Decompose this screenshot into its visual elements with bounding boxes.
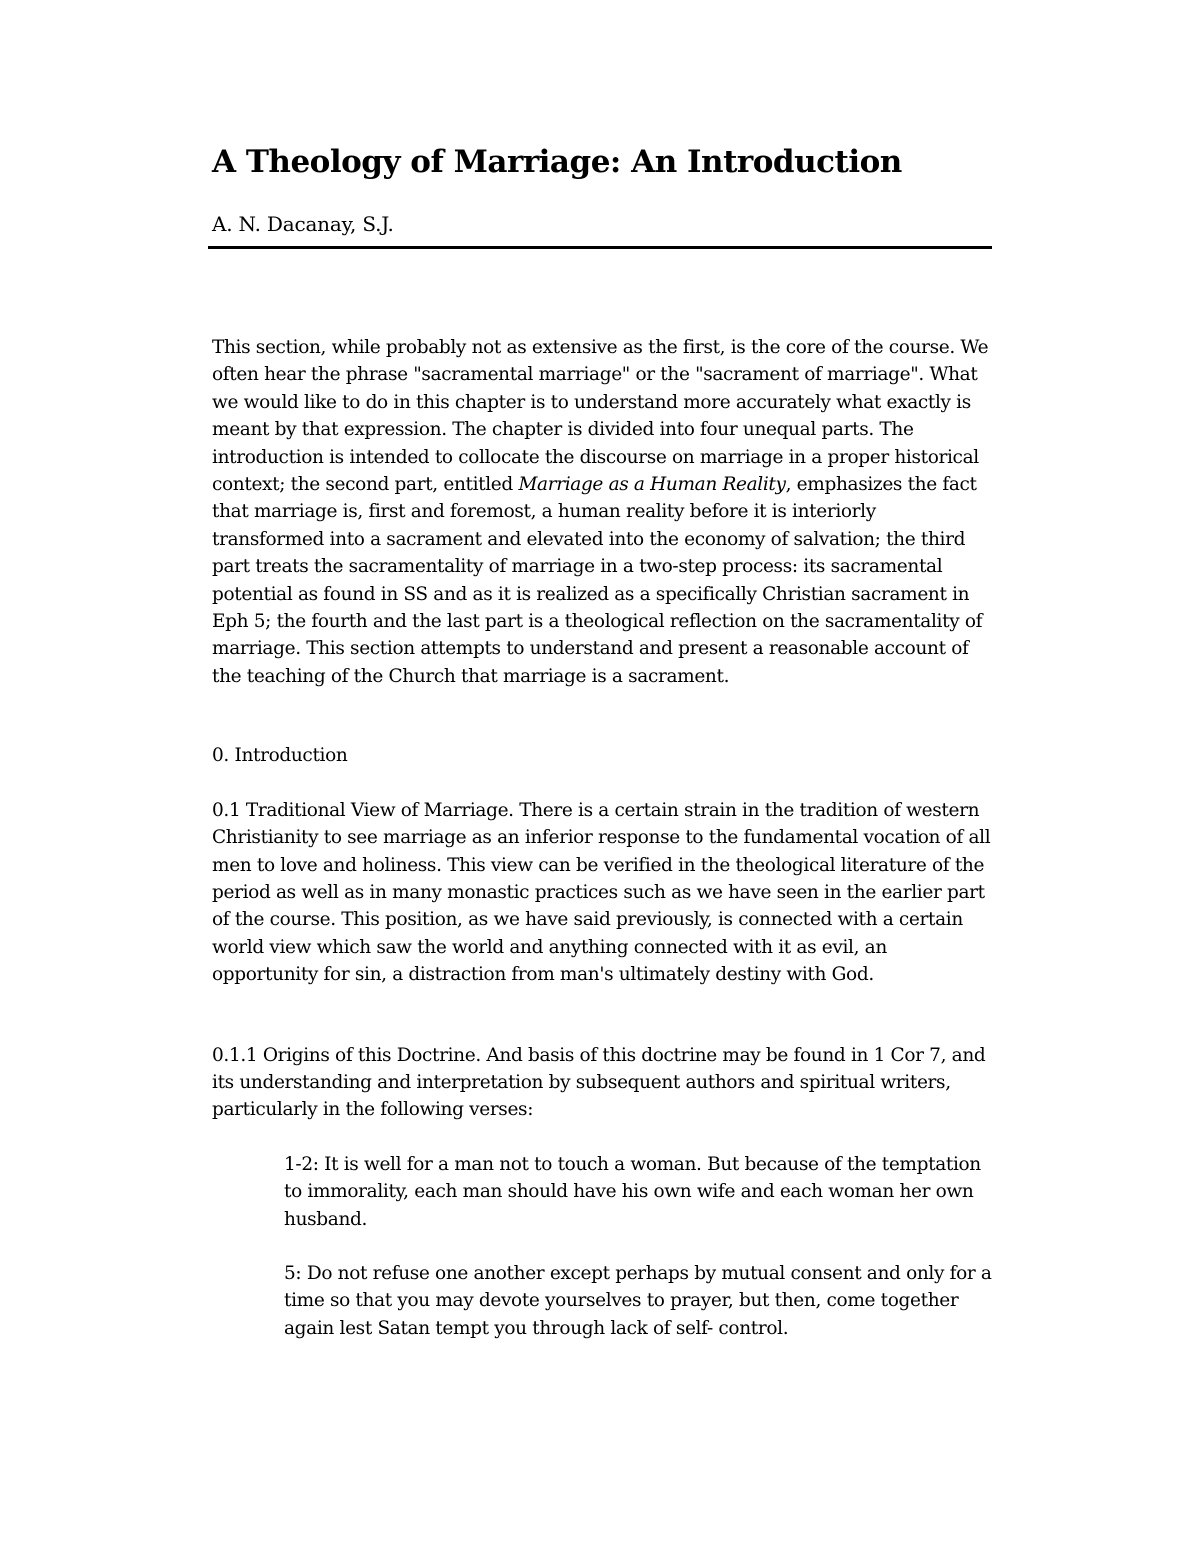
- document-author: A. N. Dacanay, S.J.: [212, 212, 394, 236]
- intro-italic-title: Marriage as a Human Reality: [518, 474, 786, 496]
- traditional-view-paragraph: 0.1 Traditional View of Marriage. There is a certain strain in the tradition of western Christianity to see marriage as an inferior response to the fundamental vocation of all men to love and holiness. This view can be verified in the theological literature of the period as well as in many monastic practices such as we have seen in the earlier part of the course. This position, as we have said previously, is connected with a certain world view which saw the world and anything connected with it as evil, an opportunity for sin, a distraction from man's ultimately destiny with God.: [212, 799, 991, 986]
- quote-verse-5: 5: Do not refuse one another except perhaps by mutual consent and only for a time so that you may devote yourselves to prayer, but then, come together again lest Satan tempt you through lack of self- control.: [284, 1262, 992, 1339]
- intro-paragraph: [212, 334, 992, 690]
- section-heading: 0. Introduction: [212, 745, 348, 767]
- title-divider: [208, 246, 992, 249]
- intro-text-part1: This section, while probably not as extensive as the first, is the core of the course. We often hear the phrase "sacramental marriage" or the "sacrament of marriage". What we would like to do in this chapter is to understand more accurately what exactly is meant by that expression. The chapter is divided into four unequal parts. The introduction is intended to collocate the discourse on marriage in a proper historical context; the second part, entitled: [212, 337, 989, 496]
- document-title: A Theology of Marriage: An Introduction: [212, 144, 902, 180]
- intro-text-part2: , emphasizes the fact that marriage is, first and foremost, a human reality before it is interiorly transformed into a sacrament and elevated into the economy of salvation; the third part treats the sacramentality of marriage in a two-step process: its sacramental potential as found in SS and as it is realized as a specifically Christian sacrament in Eph 5; the fourth and the last part is a theological reflection on the sacramentality of marriage. This section attempts to understand and present a reasonable account of the teaching of the Church that marriage is a sacrament.: [212, 474, 983, 687]
- document-page: [212, 140, 992, 1342]
- origins-paragraph: 0.1.1 Origins of this Doctrine. And basis of this doctrine may be found in 1 Cor 7, and its understanding and interpretation by subsequent authors and spiritual writers, particularly in the following verses:: [212, 1044, 986, 1121]
- quote-verse-1-2: 1-2: It is well for a man not to touch a woman. But because of the temptation to immorality, each man should have his own wife and each woman her own husband.: [284, 1153, 981, 1230]
